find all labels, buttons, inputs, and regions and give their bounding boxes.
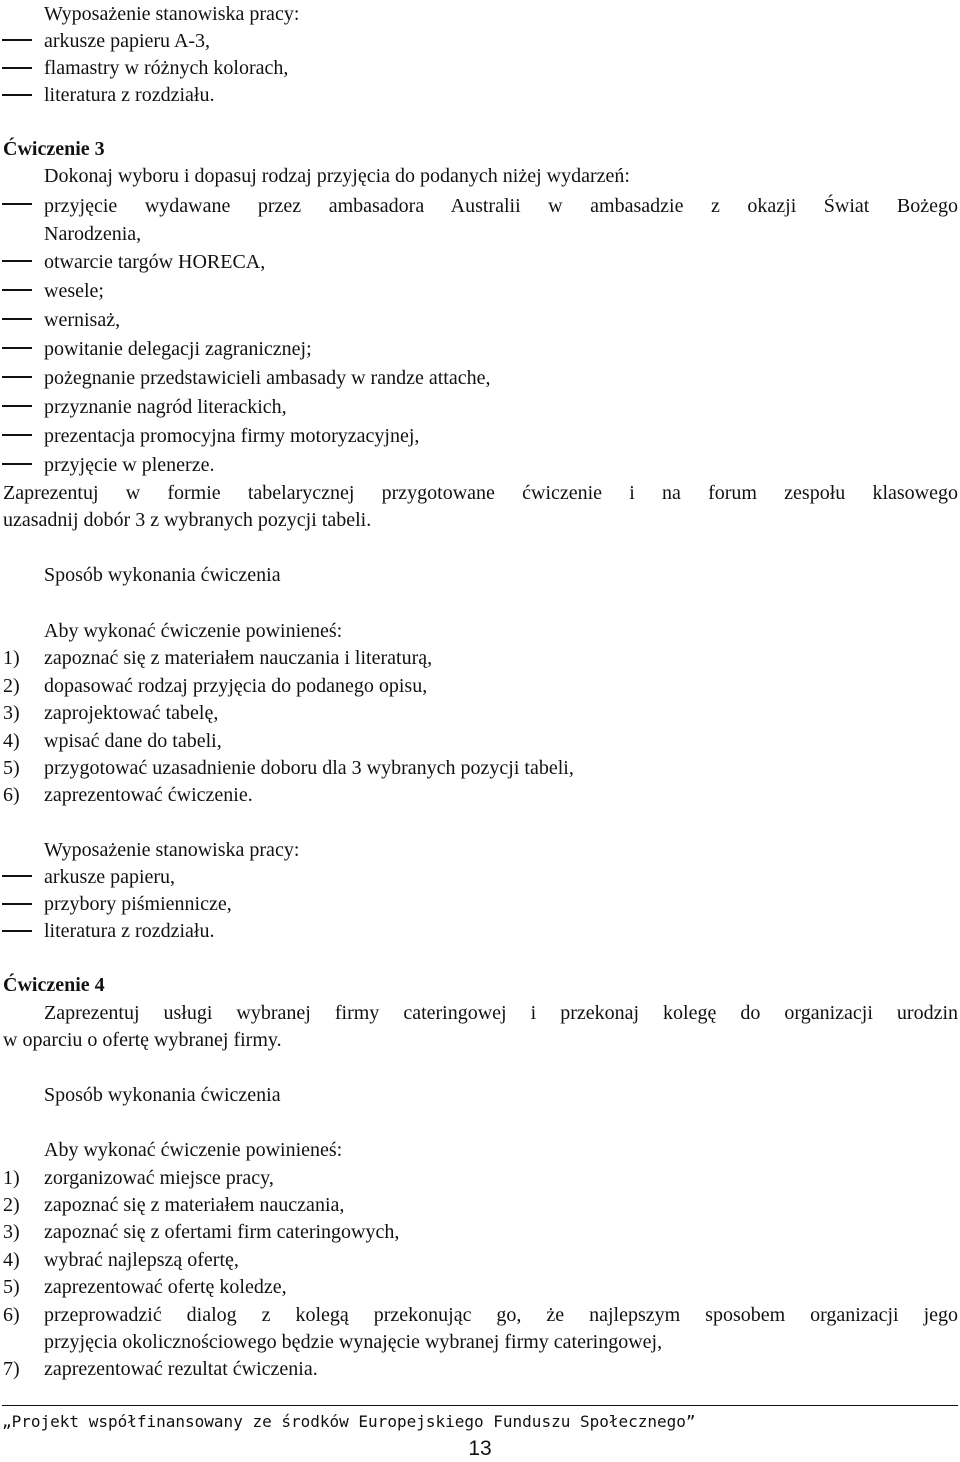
step-number: 2) bbox=[3, 675, 20, 697]
event-item: przyjęcie wydawane przez ambasadora Australii w ambasadzie z okazji Świat Bożego bbox=[44, 195, 958, 217]
list-dash bbox=[2, 260, 32, 262]
step-text: zapoznać się z materiałem nauczania, bbox=[44, 1194, 345, 1216]
list-dash bbox=[2, 463, 32, 465]
list-dash bbox=[2, 203, 32, 205]
list-item: arkusze papieru A-3, bbox=[44, 30, 211, 52]
list-item: literatura z rozdziału. bbox=[44, 920, 215, 942]
exercise4-intro-continuation: w oparciu o ofertę wybranej firmy. bbox=[3, 1029, 282, 1051]
list-item: arkusze papieru, bbox=[44, 866, 176, 888]
step-text: zapoznać się z ofertami firm cateringowych, bbox=[44, 1221, 400, 1243]
page-number: 13 bbox=[468, 1437, 492, 1460]
list-dash bbox=[2, 94, 32, 96]
step-text: zaprezentować ofertę koledze, bbox=[44, 1276, 287, 1298]
list-dash bbox=[2, 875, 32, 877]
step-text: zapoznać się z materiałem nauczania i literaturą, bbox=[44, 647, 433, 669]
method-heading: Sposób wykonania ćwiczenia bbox=[44, 564, 281, 586]
event-item: wernisaż, bbox=[44, 309, 121, 331]
list-dash bbox=[2, 67, 32, 69]
event-item: prezentacja promocyjna firmy motoryzacyjnej, bbox=[44, 425, 420, 447]
step-text: zaprezentować rezultat ćwiczenia. bbox=[44, 1358, 318, 1380]
step-number: 1) bbox=[3, 1167, 20, 1189]
event-item-continuation: Narodzenia, bbox=[44, 223, 142, 245]
step-number: 5) bbox=[3, 1276, 20, 1298]
list-dash bbox=[2, 347, 32, 349]
step-number: 4) bbox=[3, 730, 20, 752]
step-number: 1) bbox=[3, 647, 20, 669]
list-dash bbox=[2, 434, 32, 436]
event-item: pożegnanie przedstawicieli ambasady w randze attache, bbox=[44, 367, 491, 389]
step-number: 7) bbox=[3, 1358, 20, 1380]
exercise4-title: Ćwiczenie 4 bbox=[3, 974, 105, 996]
step-text: przygotować uzasadnienie doboru dla 3 wybranych pozycji tabeli, bbox=[44, 757, 574, 779]
list-dash bbox=[2, 405, 32, 407]
event-item: wesele; bbox=[44, 280, 104, 302]
exercise4-intro: Zaprezentuj usługi wybranej firmy cateringowej i przekonaj kolegę do organizacji urodzin bbox=[44, 1002, 958, 1024]
step-number: 6) bbox=[3, 784, 20, 806]
list-dash bbox=[2, 903, 32, 905]
list-dash bbox=[2, 39, 32, 41]
step-number: 2) bbox=[3, 1194, 20, 1216]
step-text: zaprojektować tabelę, bbox=[44, 702, 219, 724]
exercise3-task: Zaprezentuj w formie tabelarycznej przygotowane ćwiczenie i na forum zespołu klasowego bbox=[3, 482, 958, 504]
step-text: przeprowadzić dialog z kolegą przekonując go, że najlepszym sposobem organizacji jego bbox=[44, 1304, 958, 1326]
step-number: 5) bbox=[3, 757, 20, 779]
step-text-continuation: przyjęcia okolicznościowego będzie wynajęcie wybranej firmy cateringowej, bbox=[44, 1331, 663, 1353]
step-text: zorganizować miejsce pracy, bbox=[44, 1167, 274, 1189]
equipment-heading: Wyposażenie stanowiska pracy: bbox=[44, 3, 300, 25]
event-item: przyjęcie w plenerze. bbox=[44, 454, 215, 476]
event-item: przyznanie nagród literackich, bbox=[44, 396, 287, 418]
list-item: flamastry w różnych kolorach, bbox=[44, 57, 289, 79]
step-text: zaprezentować ćwiczenie. bbox=[44, 784, 253, 806]
steps-heading: Aby wykonać ćwiczenie powinieneś: bbox=[44, 620, 343, 642]
exercise3-intro: Dokonaj wyboru i dopasuj rodzaj przyjęcia do podanych niżej wydarzeń: bbox=[44, 165, 630, 187]
event-item: otwarcie targów HORECA, bbox=[44, 251, 266, 273]
footer-divider bbox=[2, 1405, 958, 1406]
step-number: 6) bbox=[3, 1304, 20, 1326]
exercise3-title: Ćwiczenie 3 bbox=[3, 138, 105, 160]
step-number: 3) bbox=[3, 1221, 20, 1243]
list-dash bbox=[2, 289, 32, 291]
list-item: przybory piśmiennicze, bbox=[44, 893, 232, 915]
steps-heading: Aby wykonać ćwiczenie powinieneś: bbox=[44, 1139, 343, 1161]
step-text: wybrać najlepszą ofertę, bbox=[44, 1249, 239, 1271]
list-dash bbox=[2, 318, 32, 320]
list-item: literatura z rozdziału. bbox=[44, 84, 215, 106]
equipment-heading: Wyposażenie stanowiska pracy: bbox=[44, 839, 300, 861]
step-text: dopasować rodzaj przyjęcia do podanego opisu, bbox=[44, 675, 428, 697]
list-dash bbox=[2, 930, 32, 932]
footer-text: „Projekt współfinansowany ze środków Europejskiego Funduszu Społecznego” bbox=[2, 1412, 696, 1431]
list-dash bbox=[2, 376, 32, 378]
event-item: powitanie delegacji zagranicznej; bbox=[44, 338, 312, 360]
method-heading: Sposób wykonania ćwiczenia bbox=[44, 1084, 281, 1106]
exercise3-task-continuation: uzasadnij dobór 3 z wybranych pozycji tabeli. bbox=[3, 509, 372, 531]
step-number: 4) bbox=[3, 1249, 20, 1271]
step-text: wpisać dane do tabeli, bbox=[44, 730, 222, 752]
step-number: 3) bbox=[3, 702, 20, 724]
